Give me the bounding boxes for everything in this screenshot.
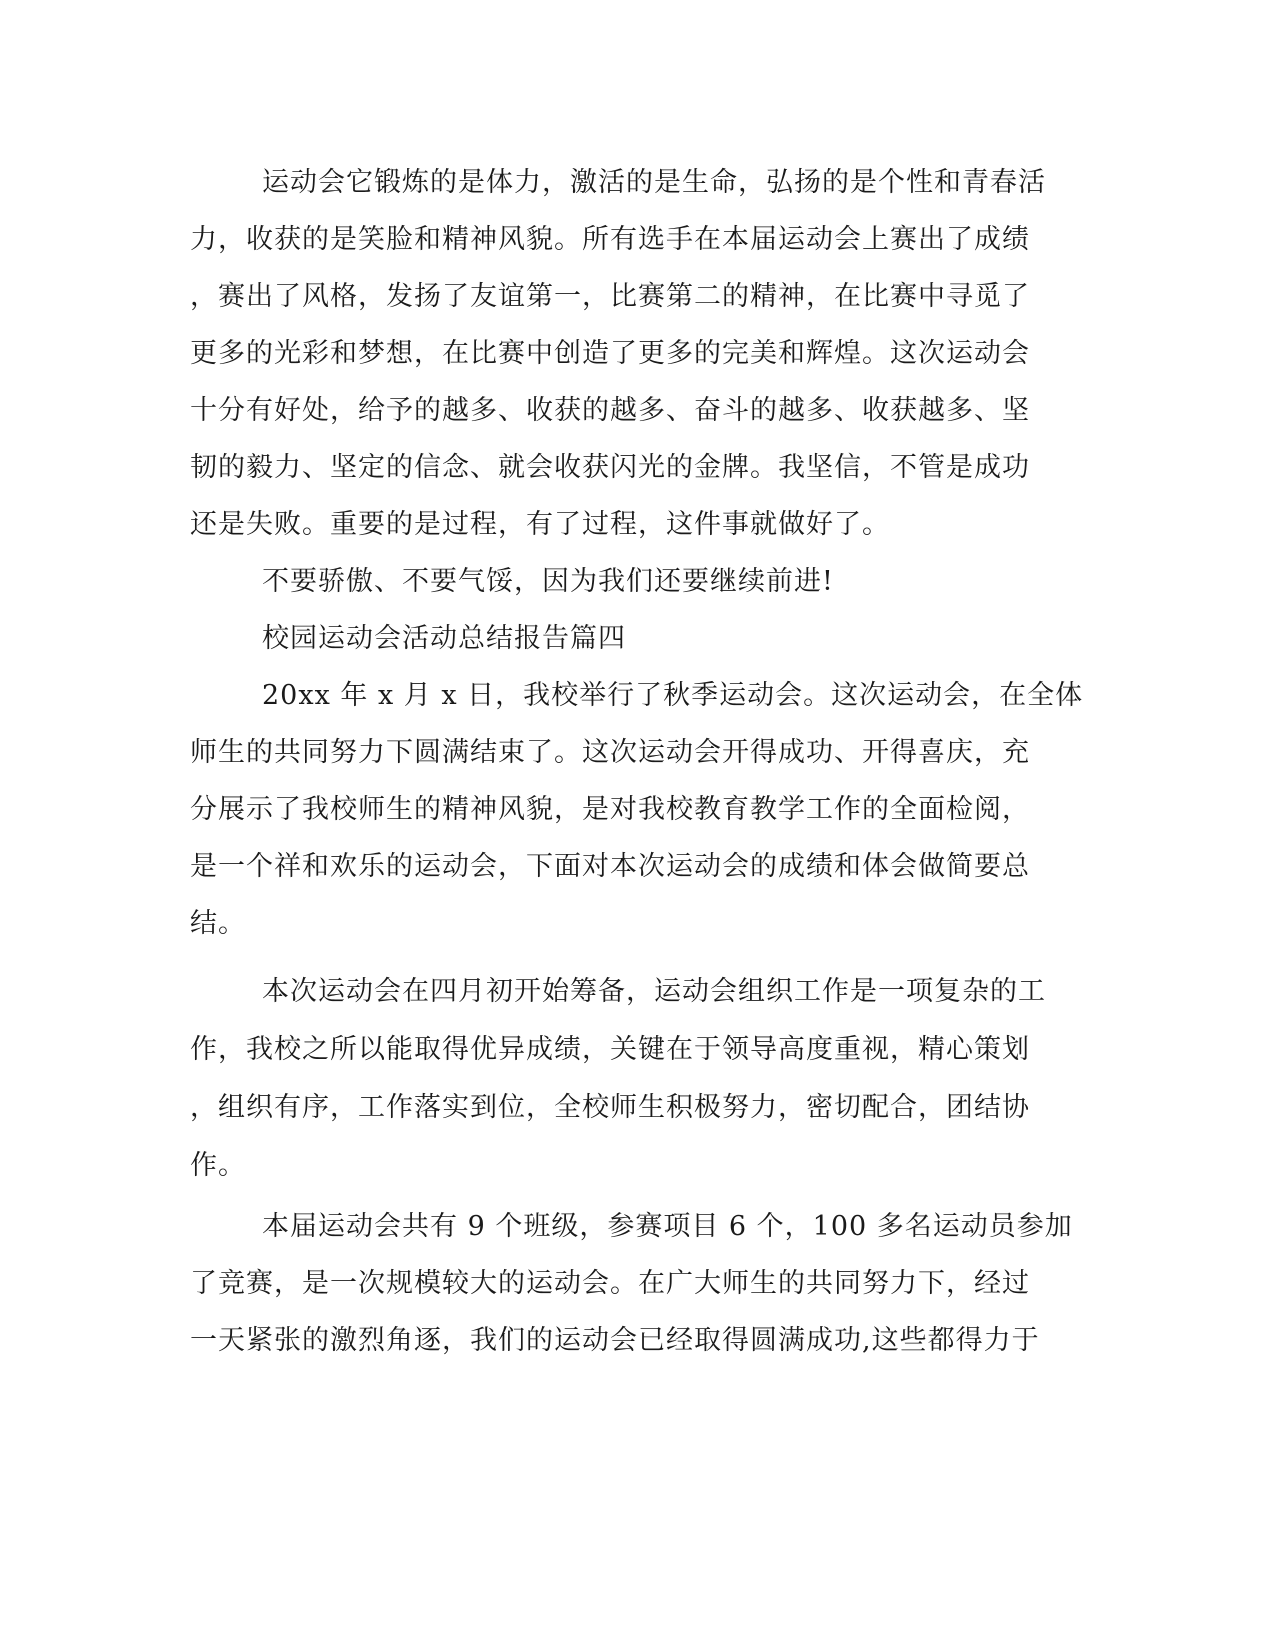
paragraph-line: 是一个祥和欢乐的运动会，下面对本次运动会的成绩和体会做简要总 [190,851,1030,882]
paragraph-line: 运动会它锻炼的是体力，激活的是生命，弘扬的是个性和青春活 [262,167,1046,198]
paragraph-line: 力，收获的是笑脸和精神风貌。所有选手在本届运动会上赛出了成绩 [190,224,1030,255]
paragraph-line: 了竞赛，是一次规模较大的运动会。在广大师生的共同努力下，经过 [190,1268,1030,1299]
paragraph-line: 师生的共同努力下圆满结束了。这次运动会开得成功、开得喜庆，充 [190,737,1030,768]
paragraph-line: ，组织有序，工作落实到位，全校师生积极努力，密切配合，团结协 [190,1092,1030,1123]
paragraph-line: 十分有好处，给予的越多、收获的越多、奋斗的越多、收获越多、坚 [190,395,1030,426]
paragraph-line: 本届运动会共有 9 个班级，参赛项目 6 个，100 多名运动员参加 [262,1211,1073,1242]
paragraph-line: 作，我校之所以能取得优异成绩，关键在于领导高度重视，精心策划 [190,1034,1030,1065]
paragraph-line: 更多的光彩和梦想，在比赛中创造了更多的完美和辉煌。这次运动会 [190,338,1030,369]
paragraph-line: 不要骄傲、不要气馁，因为我们还要继续前进! [262,566,834,597]
paragraph-line: 还是失败。重要的是过程，有了过程，这件事就做好了。 [190,509,890,540]
paragraph-line: 韧的毅力、坚定的信念、就会收获闪光的金牌。我坚信，不管是成功 [190,452,1030,483]
paragraph-line: 本次运动会在四月初开始筹备，运动会组织工作是一项复杂的工 [262,976,1046,1007]
paragraph-line: ，赛出了风格，发扬了友谊第一，比赛第二的精神，在比赛中寻觅了 [190,281,1030,312]
paragraph-line: 20xx 年 x 月 x 日，我校举行了秋季运动会。这次运动会，在全体 [262,680,1084,711]
paragraph-line: 作。 [190,1150,246,1181]
paragraph-line: 分展示了我校师生的精神风貌，是对我校教育教学工作的全面检阅， [190,794,1030,825]
paragraph-line: 结。 [190,908,246,939]
paragraph-line: 一天紧张的激烈角逐，我们的运动会已经取得圆满成功,这些都得力于 [190,1325,1040,1356]
section-heading: 校园运动会活动总结报告篇四 [262,623,626,654]
